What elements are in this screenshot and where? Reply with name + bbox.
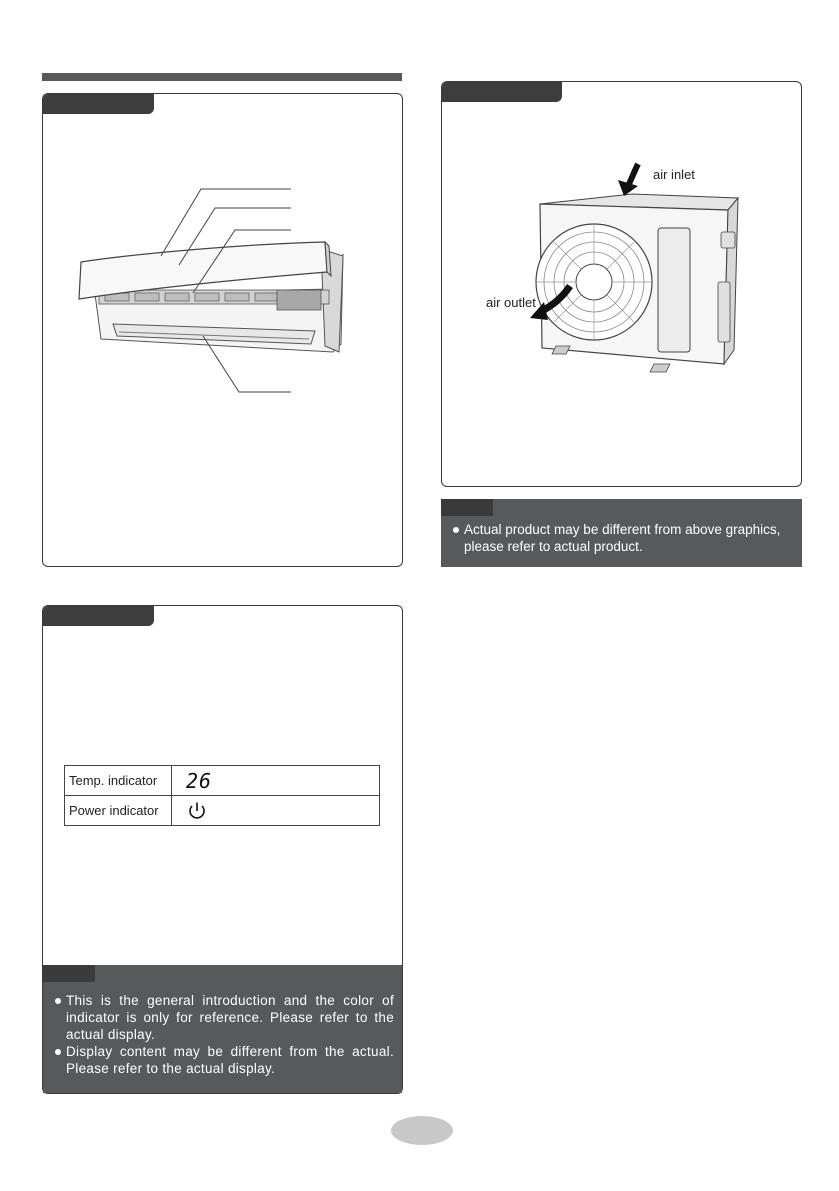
temp-indicator-value: 26 [186,768,213,793]
note-tab [441,499,493,516]
indicator-table [64,765,380,826]
air-outlet-label: air outlet [486,295,536,310]
table-row [65,796,380,826]
indoor-unit-panel [42,93,403,567]
indoor-unit-illustration [43,94,403,567]
outdoor-note-box [441,499,802,567]
note-item: This is the general introduction and the color of indicator is only for reference. Please refer to the actual display. [49,992,394,1043]
page-number-badge [391,1116,453,1145]
air-inlet-label: air inlet [653,167,695,182]
display-panel-tab [43,606,154,626]
display-note-box [43,965,402,1093]
note-item: Actual product may be different from above graphics, please refer to actual product. [447,521,796,555]
table-row [65,766,380,796]
outdoor-unit-illustration [442,82,802,487]
outdoor-unit-panel [441,81,802,487]
note-tab [43,965,95,982]
power-icon [186,800,208,822]
table-cell-value [172,766,380,796]
table-cell-label: Power indicator [65,796,172,826]
note-item: Display content may be different from the actual. Please refer to the actual display. [49,1043,394,1077]
table-cell-value [172,796,380,826]
section-rule [42,73,402,81]
table-cell-label: Temp. indicator [65,766,172,796]
